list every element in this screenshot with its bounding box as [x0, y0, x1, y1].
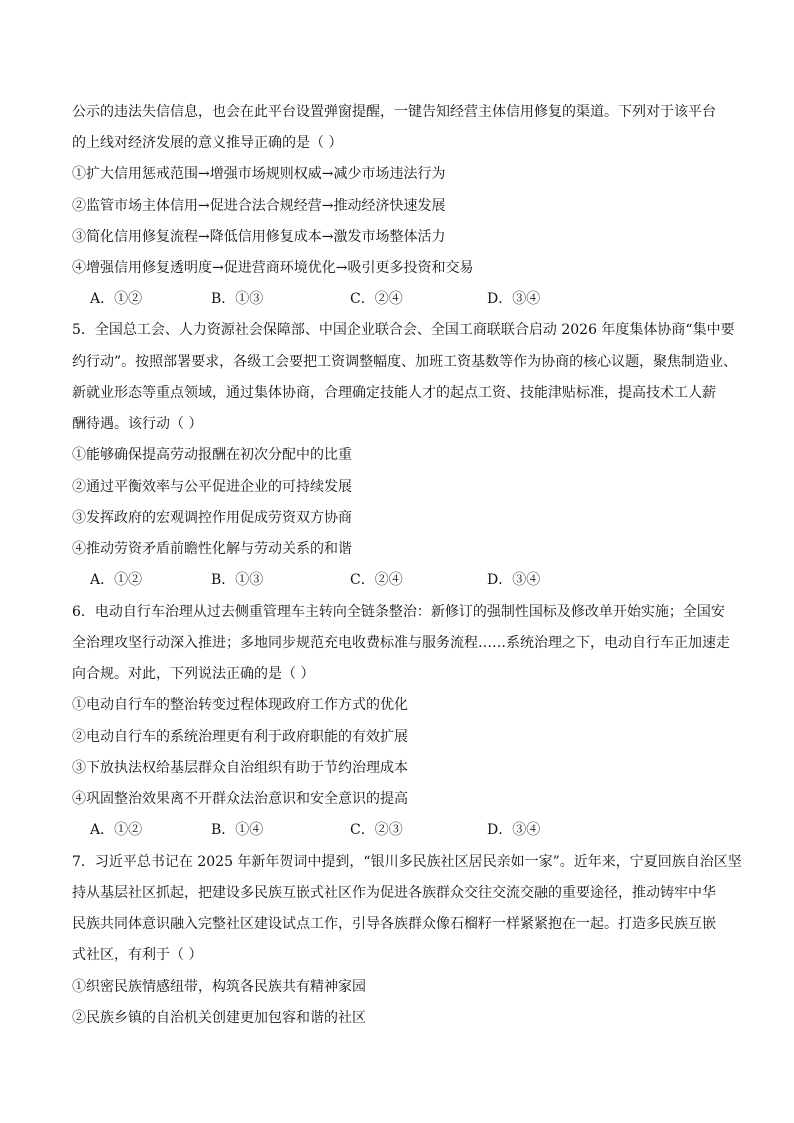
q5-option-b: B．①③	[211, 572, 264, 588]
q5-statement-3: ③发挥政府的宏观调控作用促成劳资双方协商	[72, 510, 352, 526]
q6-option-b: B．①④	[211, 822, 264, 838]
q6-statement-4: ④巩固整治效果离不开群众法治意识和安全意识的提高	[72, 791, 408, 807]
q6-statement-3: ③下放执法权给基层群众自治组织有助于节约治理成本	[72, 760, 408, 776]
q5-option-c: C．②④	[350, 572, 403, 588]
q4-statement-3: ③简化信用修复流程→降低信用修复成本→激发市场整体活力	[72, 229, 446, 245]
q5-option-a: A．①②	[90, 572, 143, 588]
q4-option-a: A．①②	[90, 291, 143, 307]
q6-statement-2: ②电动自行车的系统治理更有利于政府职能的有效扩展	[72, 729, 408, 745]
q4-statement-4: ④增强信用修复透明度→促进营商环境优化→吸引更多投资和交易	[72, 260, 474, 276]
q7-stem-line-1: 7．习近平总书记在 2025 年新年贺词中提到，“银川多民族社区居民亲如一家”。近年来，宁夏回族自治区坚	[72, 854, 742, 870]
q6-stem-line-2: 全治理攻坚行动深入推进；多地同步规范充电收费标准与服务流程……系统治理之下，电动自行车正加速走	[72, 635, 730, 651]
q4-statement-2: ②监管市场主体信用→促进合法合规经营→推动经济快速发展	[72, 198, 446, 214]
q7-stem-line-4: 式社区，有利于（ ）	[72, 947, 203, 963]
q4-option-c: C．②④	[350, 291, 403, 307]
q7-stem-line-3: 民族共同体意识融入完整社区建设试点工作，引导各族群众像石榴籽一样紧紧抱在一起。打造多民族互嵌	[72, 916, 716, 932]
q5-stem-line-1: 5．全国总工会、人力资源社会保障部、中国企业联合会、全国工商联联合启动 2026 年度集体协商“集中要	[72, 322, 735, 338]
q5-stem-line-2: 约行动”。按照部署要求，各级工会要把工资调整幅度、加班工资基数等作为协商的核心议题，聚焦制造业、	[72, 354, 738, 370]
q6-statement-1: ①电动自行车的整治转变过程体现政府工作方式的优化	[72, 697, 408, 713]
q6-option-a: A．①②	[90, 822, 143, 838]
q5-stem-line-3: 新就业形态等重点领域，通过集体协商，合理确定技能人才的起点工资、技能津贴标准，提高技术工人薪	[72, 385, 716, 401]
q5-statement-1: ①能够确保提高劳动报酬在初次分配中的比重	[72, 447, 352, 463]
q6-option-d: D．③④	[487, 822, 541, 838]
q7-statement-2: ②民族乡镇的自治机关创建更加包容和谐的社区	[72, 1010, 366, 1026]
q4-statement-1: ①扩大信用惩戒范围→增强市场规则权威→减少市场违法行为	[72, 166, 446, 182]
q6-stem-line-1: 6．电动自行车治理从过去侧重管理车主转向全链条整治：新修订的强制性国标及修改单开始实施；全国安	[72, 604, 725, 620]
q6-stem-line-3: 向合规。对此，下列说法正确的是（ ）	[72, 666, 315, 682]
q5-statement-4: ④推动劳资矛盾前瞻性化解与劳动关系的和谐	[72, 541, 352, 557]
q7-stem-line-2: 持从基层社区抓起，把建设多民族互嵌式社区作为促进各族群众交往交流交融的重要途径，推动铸牢中华	[72, 885, 716, 901]
q5-statement-2: ②通过平衡效率与公平促进企业的可持续发展	[72, 479, 352, 495]
q4-option-d: D．③④	[487, 291, 541, 307]
q6-option-c: C．②③	[350, 822, 403, 838]
q4-stem-line-1: 公示的违法失信信息，也会在此平台设置弹窗提醒，一键告知经营主体信用修复的渠道。下列对于该平台	[72, 104, 716, 120]
q4-stem-line-2: 的上线对经济发展的意义推导正确的是（ ）	[72, 135, 343, 151]
q7-statement-1: ①织密民族情感纽带，构筑各民族共有精神家园	[72, 979, 366, 995]
q5-stem-line-4: 酬待遇。该行动（ ）	[72, 416, 203, 432]
q5-option-d: D．③④	[487, 572, 541, 588]
q4-option-b: B．①③	[211, 291, 264, 307]
